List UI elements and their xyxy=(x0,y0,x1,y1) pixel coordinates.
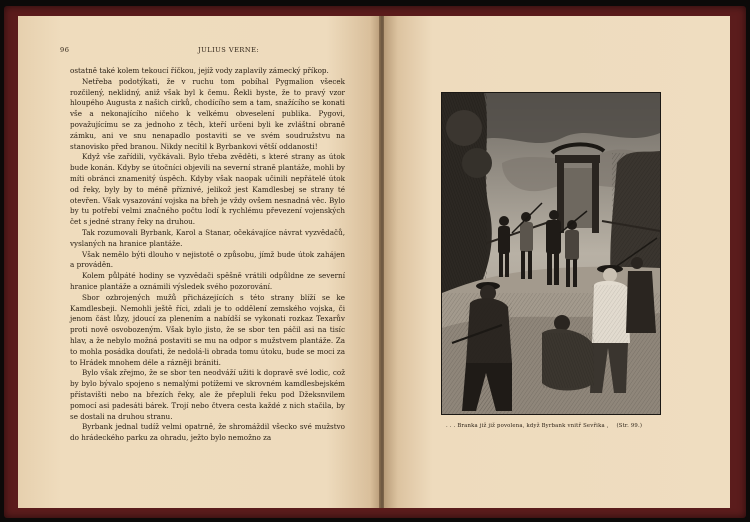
paragraph: Byrbank jednal tudíž velmi opatrně, že shromáždil všecko své mužstvo do hrádeckého parku za ohradu, ježto bylo nemožno za xyxy=(70,422,345,443)
paragraph: Kolem půlpáté hodiny se vyzvědači spěšně vrátili odpůldne ze severní hranice plantáže a oznámili výsledek svého pozorování. xyxy=(70,271,345,291)
caption-text: Branka již již povolena, když Byrbank vnitř Sevřika , xyxy=(457,423,609,429)
paragraph: Však nemělo býti dlouho v nejistotě o způsobu, jímž bude útok zahájen a prováděn. xyxy=(70,249,345,270)
illustration-caption xyxy=(446,423,676,429)
paragraph: Když vše zařídili, vyčkávali. Bylo třeba zvěděti, s které strany as útok bude konán. Kdyby se útočníci objevili na severní straně plantáže, mohli by míti obránci znamenitý úspěch. Kdyby však naopak učinili nepřátelé útok od řeky, byly by to méně příznivé, jelikož jest Kamdlesbej se strany té otevřen. Však vysazování vojska na břeh je vždy ovšem nesnadná věc. Bylo by tu potřebí velmi značného počtu lodí k rychlému převezení vojenských čet s jedné strany řeky na druhou. xyxy=(70,152,345,227)
body-text xyxy=(70,66,345,444)
paragraph: ostatně také kolem tekoucí říčkou, jejíž vody zaplavily zámecký příkop. xyxy=(70,66,329,75)
paragraph: Sbor ozbrojených mužů přicházejících s této strany blíží se ke Kamdlesbeji. Nemohli ještě říci, zdali je to oddělení zemského vojska, či jenom část lůzy, jdoucí za plenením a nabídší se vykonati rozkaz Texarův proti nově osvobozeným. Však bylo jisto, že se sbor ten páčil asi na tisíc hlav, a že nebylo možná postaviti se mu na odpor s mužstvem plantáže. Za to mohla posádka doufati, že nedolá-li obrada tomu útoku, bude se moci za to Hrádek mnohem déle a rázněji brániti. xyxy=(70,292,345,367)
caption-leader: . . . xyxy=(446,423,456,429)
running-head: JULIUS VERNE: xyxy=(198,46,260,54)
illustration-plate xyxy=(441,92,661,415)
page-number: 96 xyxy=(60,46,70,54)
caption-page-reference: (Str. 99.) xyxy=(616,423,643,429)
paragraph: Bylo však zřejmo, že se sbor ten neodváží užiti k dopravě své lodic, což by bylo bývalo spojeno s nemalými potížemi ve skrovném kamdlesbejském přístavišti nebo na březích řeky, ale že přepluli řeku pod Džeksnvilem pomocí asi padesáti bárek. Trojí nebo čtvera cesta každé z nich stačila, by se dostali na druhou stranu. xyxy=(70,368,345,421)
engraving-illustration xyxy=(442,93,660,414)
paragraph: Tak rozumovali Byrbank, Karol a Stanar, očekávajíce návrat vyzvědačů, vyslaných na hranice plantáže. xyxy=(70,227,345,248)
paragraph: Netřeba podotýkati, že v ruchu tom pobíhal Pygmalion všecek rozčilený, neklidný, aniž však byl k čemu. Řekli byste, že to pravý vzor hloupého Augusta z našich cirků, chodícího sem a tam, snažícího se konati vše a nekonajícího ničeho k velkému obveselení publika. Pygovi, považujícímu se za jednoho z těch, kteří určeni byli ke zvláštní obraně zámku, ani ve snu nenapadlo postaviti se ve svém soudružstvu na stanovisko před branou. Nikdy necítil k Byrbankovi větší oddanosti! xyxy=(70,76,345,151)
